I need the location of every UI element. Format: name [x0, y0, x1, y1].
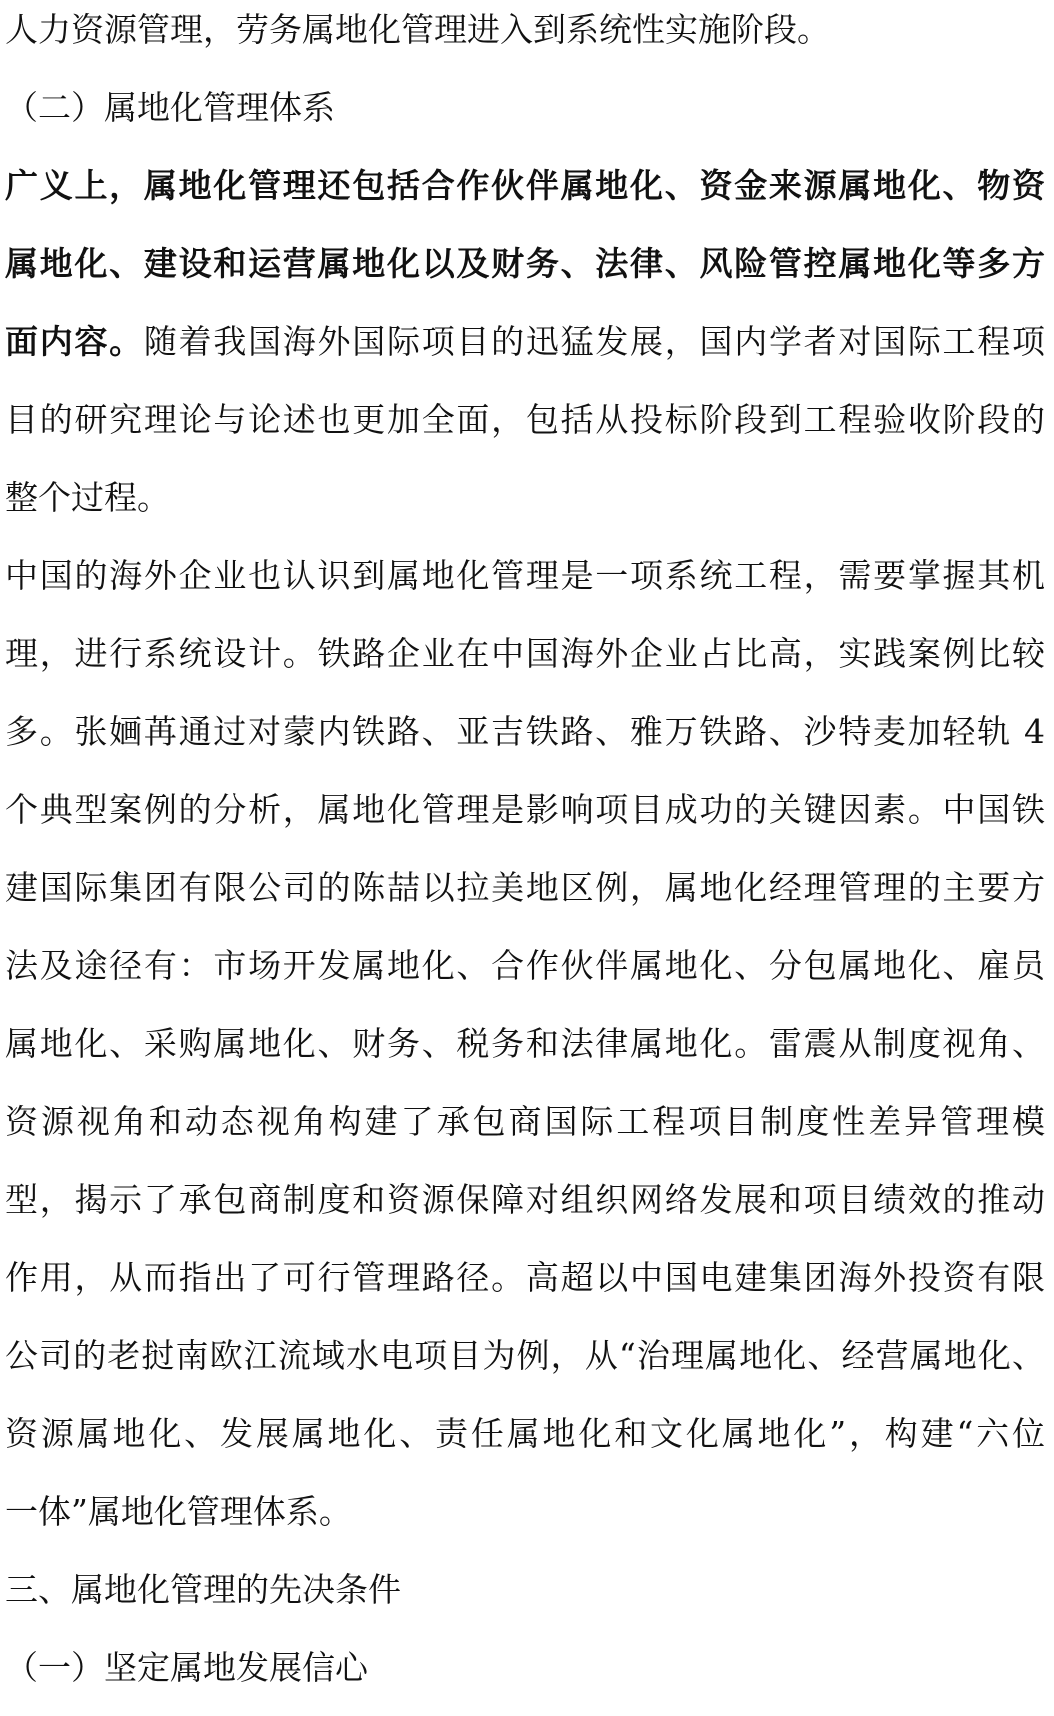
body-text-line: 多。张婳苒通过对蒙内铁路、亚吉铁路、雅万铁路、沙特麦加轻轨 4	[5, 712, 1045, 751]
section-heading-2: （二）属地化管理体系	[5, 88, 335, 127]
body-text-line: 公司的老挝南欧江流域水电项目为例，从“治理属地化、经营属地化、	[5, 1336, 1045, 1375]
bold-text-line: 广义上，属地化管理还包括合作伙伴属地化、资金来源属地化、物资	[5, 166, 1045, 205]
bold-text-line: 属地化、建设和运营属地化以及财务、法律、风险管控属地化等多方	[5, 244, 1045, 283]
bold-span: 面内容。	[5, 322, 144, 361]
body-text-line: 人力资源管理，劳务属地化管理进入到系统性实施阶段。	[5, 10, 830, 49]
section-heading-1: 三、属地化管理的先决条件	[5, 1570, 401, 1609]
body-text-line: 建国际集团有限公司的陈喆以拉美地区例，属地化经理管理的主要方	[5, 868, 1045, 907]
body-text-line: 属地化、采购属地化、财务、税务和法律属地化。雷震从制度视角、	[5, 1024, 1045, 1063]
body-text-line: 资源视角和动态视角构建了承包商国际工程项目制度性差异管理模	[5, 1102, 1045, 1141]
body-text-line: 整个过程。	[5, 478, 170, 517]
normal-span: 随着我国海外国际项目的迅猛发展，国内学者对国际工程项	[143, 322, 1045, 361]
body-text-line: 目的研究理论与论述也更加全面，包括从投标阶段到工程验收阶段的	[5, 400, 1045, 439]
body-text-line: 一体”属地化管理体系。	[5, 1492, 352, 1531]
body-text-line: 个典型案例的分析，属地化管理是影响项目成功的关键因素。中国铁	[5, 790, 1045, 829]
section-heading-2: （一）坚定属地发展信心	[5, 1648, 368, 1687]
body-text-line: 型，揭示了承包商制度和资源保障对组织网络发展和项目绩效的推动	[5, 1180, 1045, 1219]
body-text-line: 法及途径有：市场开发属地化、合作伙伴属地化、分包属地化、雇员	[5, 946, 1045, 985]
body-text-line: 中国的海外企业也认识到属地化管理是一项系统工程，需要掌握其机	[5, 556, 1045, 595]
body-text-line: 理，进行系统设计。铁路企业在中国海外企业占比高，实践案例比较	[5, 634, 1045, 673]
mixed-text-line	[5, 312, 1045, 390]
body-text-line: 资源属地化、发展属地化、责任属地化和文化属地化”，构建“六位	[5, 1414, 1045, 1453]
document-page	[5, 0, 1045, 1716]
body-text-line: 作用，从而指出了可行管理路径。高超以中国电建集团海外投资有限	[5, 1258, 1045, 1297]
